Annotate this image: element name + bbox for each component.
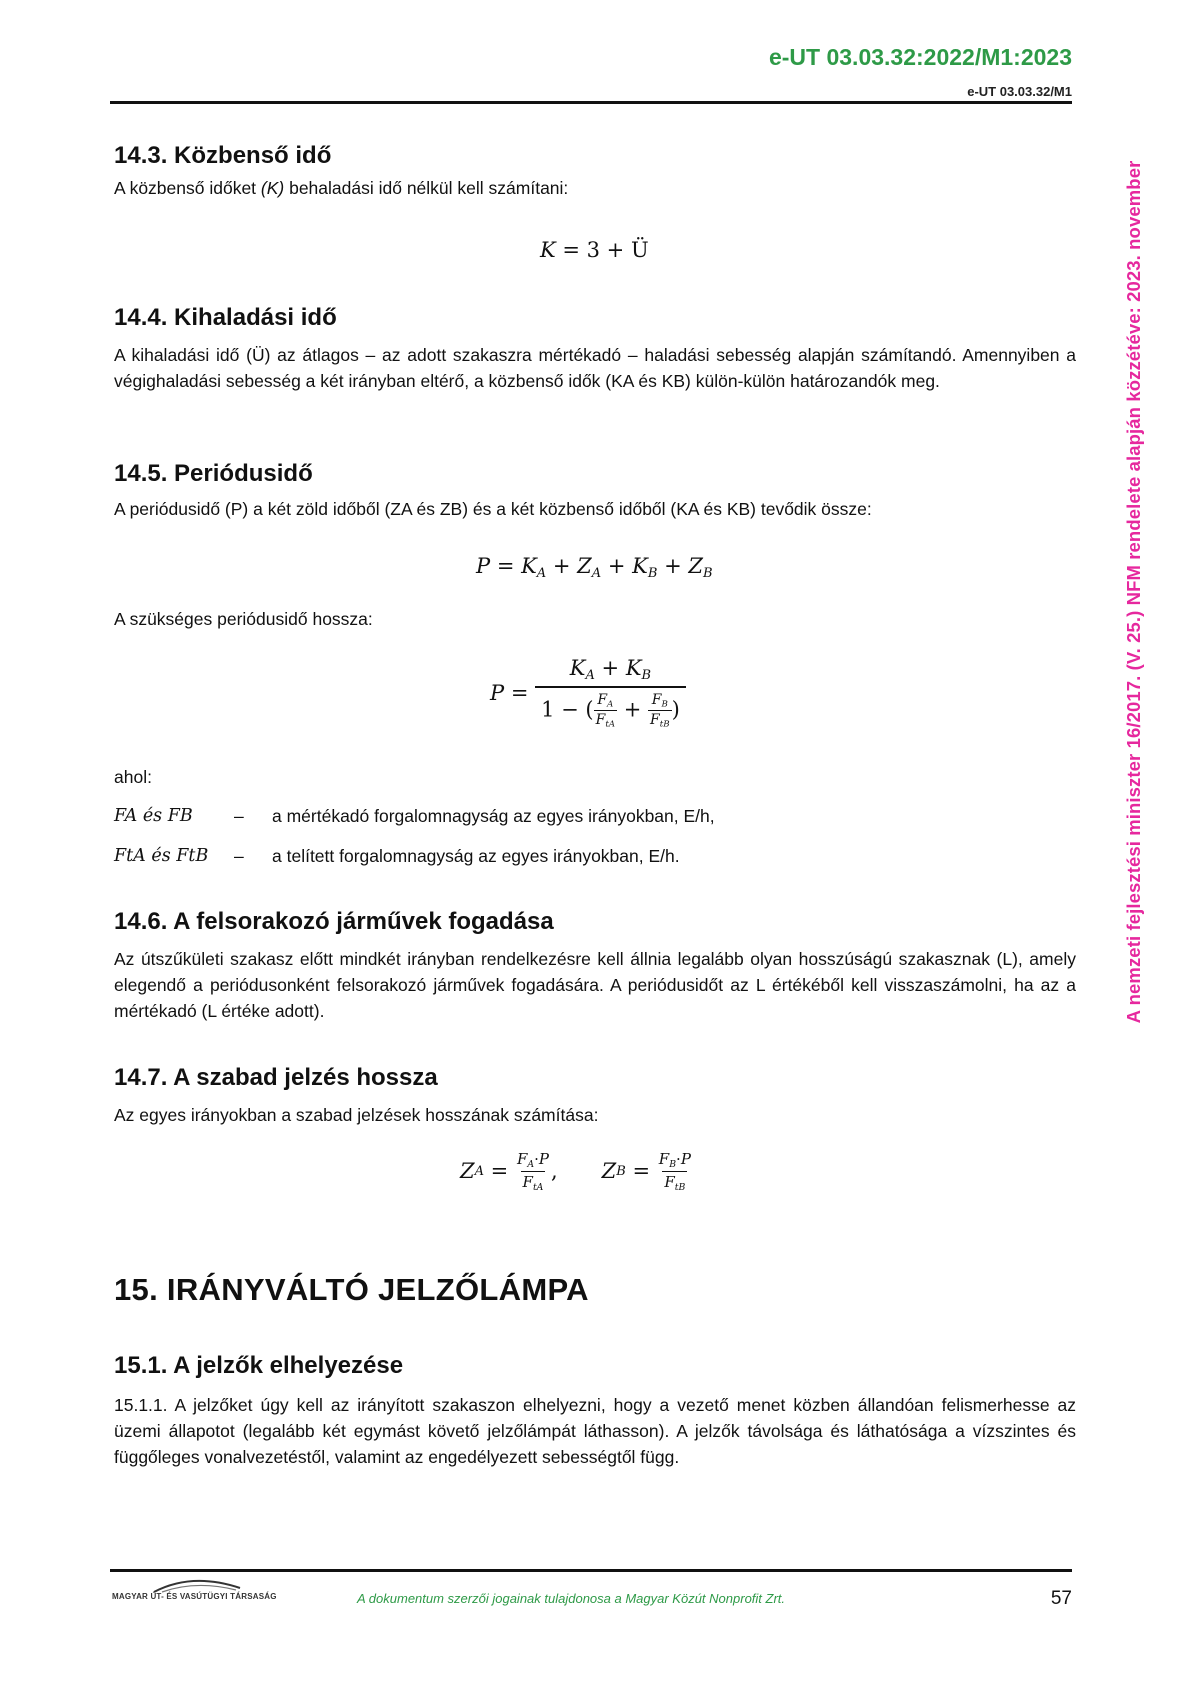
equation-period: $P = K_A + Z_A + K_B + Z_B$ [476, 554, 713, 581]
section-14-4-title: 14.4. Kihaladási idő [114, 304, 337, 331]
copyright-notice: A dokumentum szerzői jogainak tulajdonosa a Magyar Közút Nonprofit Zrt. [357, 1591, 786, 1606]
chapter-15-title: 15. IRÁNYVÁLTÓ JELZŐLÁMPA [114, 1272, 589, 1307]
section-14-3-text: A közbenső időket (K) behaladási idő nélkül kell számítani: [114, 178, 569, 198]
definition-symbol: FtA és FtB [114, 846, 209, 866]
society-logo-text: MAGYAR ÚT- ÉS VASÚTÜGYI TÁRSASÁG [112, 1592, 277, 1601]
header-divider [110, 101, 1072, 104]
definitions-list [114, 796, 715, 876]
needed-period-text: A szükséges periódusidő hossza: [114, 609, 373, 629]
page-number: 57 [1050, 1588, 1072, 1609]
equation-required-period: P = $K_A + K_B$ 1 − ( $\frac{F_A}{F_{tA}}$ + $\frac{F_B}{F_{tB}}$ ) [490, 656, 686, 730]
definition-desc: a telített forgalomnagyság az egyes irányokban, E/h. [272, 845, 680, 866]
equation-k: K = 3 + Ü [540, 238, 649, 262]
definition-dash: – [234, 845, 244, 866]
definition-dash: – [234, 805, 244, 826]
society-logo [112, 1592, 277, 1601]
ahol-text: ahol: [114, 767, 152, 787]
document-subid: e-UT 03.03.32/M1 [967, 84, 1072, 99]
footer-divider [110, 1569, 1072, 1572]
section-15-1-1-text: 15.1.1. A jelzőket úgy kell az irányított szakaszon elhelyezni, hogy a vezető menet közben állandóan felismerhesse az üzemi állapotot (legalább két egymást követő jelzőlámpát láthasson). A jelzők távolsága és láthatósága a vízszintes és függőleges vonalvezetéstől, valamint az engedélyezett sebességtől függ. [114, 1395, 1076, 1467]
section-14-6-text: Az útszűkületi szakasz előtt mindkét irányban rendelkezésre kell állnia legalább olyan hosszúságú szakasznak (L), amely elegendő a periódusonként felsorakozó járművek fogadására. A periódusidőt az L értékéből kell visszaszámolni, ha az a mértékadó (L értéke adott). [114, 949, 1076, 1021]
definition-desc: a mértékadó forgalomnagyság az egyes irányokban, E/h, [272, 805, 715, 826]
road-arc-icon [152, 1578, 242, 1594]
section-14-4-text: A kihaladási idő (Ü) az átlagos – az adott szakaszra mértékadó – haladási sebesség alapján számítandó. Amennyiben a végighaladási sebesség a két irányban eltérő, a közbenső idők (KA és KB) külön-külön határozandók meg. [114, 345, 1076, 391]
section-14-3-title: 14.3. Közbenső idő [114, 142, 332, 169]
equation-green-times: Z A = $\frac{F_A\cdot P}{F_{tA}}$ , Z B = $\frac{F_B\cdot P}{F_{tB}}$ [460, 1150, 691, 1193]
document-id: e-UT 03.03.32:2022/M1:2023 [768, 44, 1072, 70]
section-14-7-title: 14.7. A szabad jelzés hossza [114, 1064, 438, 1091]
section-15-1-title: 15.1. A jelzők elhelyezése [114, 1352, 404, 1379]
definition-row [114, 836, 715, 876]
section-14-5-text: A periódusidő (P) a két zöld időből (ZA és ZB) és a két közbenső időből (KA és KB) tevődik össze: [114, 499, 872, 519]
publication-note-text: A nemzeti fejlesztési miniszter 16/2017. (V. 25.) NFM rendelete alapján közzétéve: 2023. november [1123, 160, 1144, 1024]
section-14-5-title: 14.5. Periódusidő [114, 460, 313, 487]
section-14-6-title: 14.6. A felsorakozó járművek fogadása [114, 908, 554, 935]
definition-row [114, 796, 715, 836]
definition-symbol: FA és FB [114, 806, 193, 826]
section-14-7-text: Az egyes irányokban a szabad jelzések hosszának számítása: [114, 1105, 599, 1125]
